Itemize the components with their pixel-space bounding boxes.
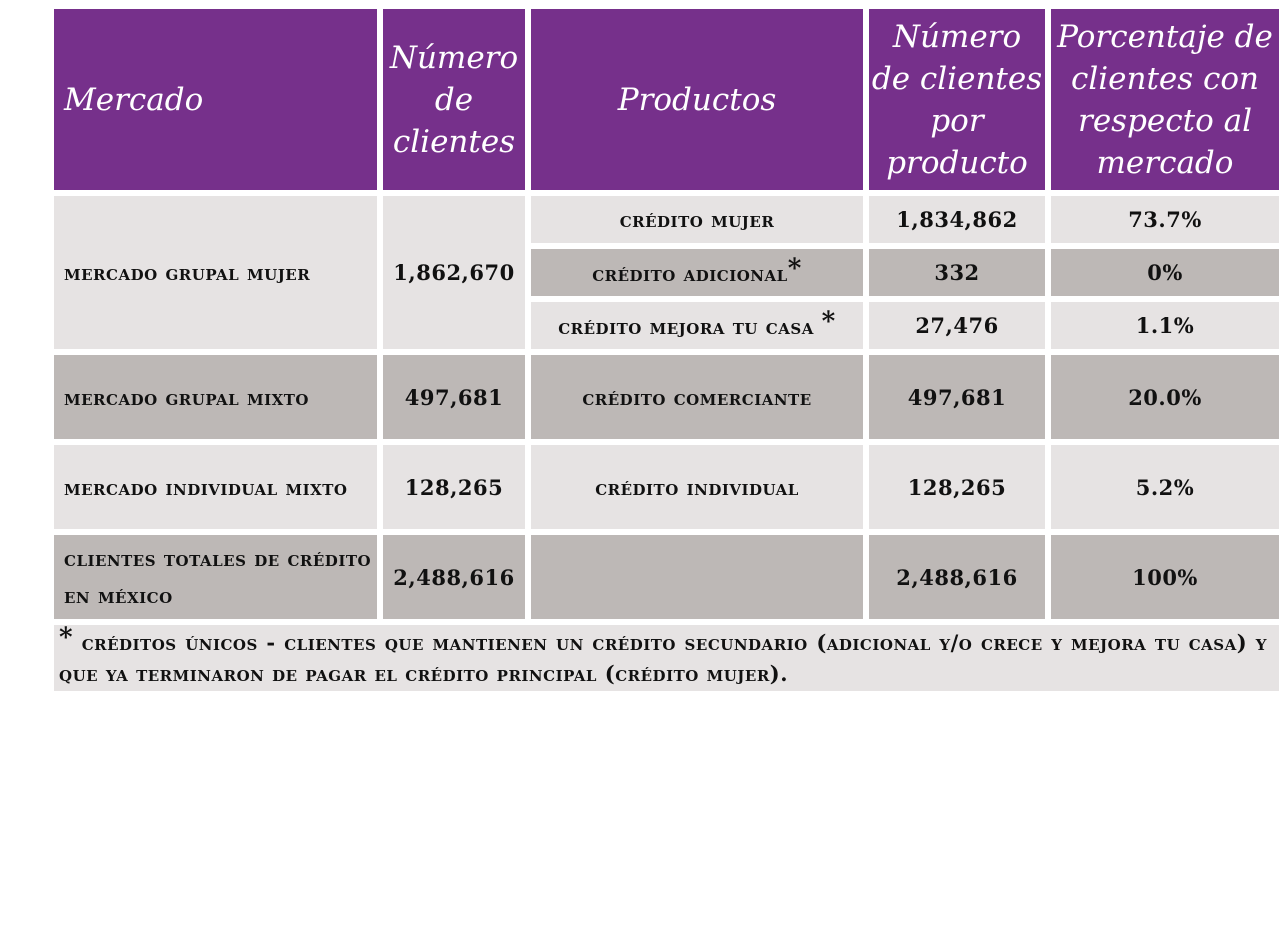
table-row	[51, 532, 1280, 622]
porcentaje-cell: 1.1%	[1048, 299, 1280, 352]
header-mercado: Mercado	[51, 6, 380, 193]
clientes-cell: 1,862,670	[380, 193, 528, 352]
asterisk-marker: *	[787, 253, 802, 284]
header-porcentaje: Porcentaje de clientes con respecto al mercado	[1048, 6, 1280, 193]
porcentaje-cell: 5.2%	[1048, 442, 1280, 532]
producto-cell: crédito comerciante	[528, 352, 866, 442]
mercado-cell: mercado individual mixto	[51, 442, 380, 532]
clientes-producto-cell: 27,476	[866, 299, 1048, 352]
clientes-cell: 2,488,616	[380, 532, 528, 622]
header-row	[51, 6, 1280, 193]
producto-label: crédito adicional	[592, 260, 788, 286]
footnote-row	[51, 622, 1280, 694]
clientes-producto-cell: 497,681	[866, 352, 1048, 442]
mercado-cell: mercado grupal mujer	[51, 193, 380, 352]
mercado-cell: clientes totales de crédito en méxico	[51, 532, 380, 622]
clientes-cell: 497,681	[380, 352, 528, 442]
producto-cell	[528, 246, 866, 299]
footnote-asterisk: *	[59, 623, 74, 653]
footnote-text: créditos únicos - clientes que mantienen un crédito secundario (adicional y/o crece y mejora tu casa) y que ya terminaron de pagar el crédito principal (crédito mujer).	[59, 630, 1275, 686]
producto-label: crédito mujer	[619, 207, 775, 232]
producto-cell	[528, 532, 866, 622]
header-clientes-por-producto: Número de clientes por producto	[866, 6, 1048, 193]
clients-market-table	[48, 3, 1280, 697]
asterisk-marker: *	[821, 306, 836, 337]
clientes-producto-cell: 332	[866, 246, 1048, 299]
header-productos: Productos	[528, 6, 866, 193]
porcentaje-cell: 0%	[1048, 246, 1280, 299]
header-numero-clientes: Número de clientes	[380, 6, 528, 193]
porcentaje-cell: 20.0%	[1048, 352, 1280, 442]
producto-cell: crédito individual	[528, 442, 866, 532]
table-row	[51, 442, 1280, 532]
porcentaje-cell: 73.7%	[1048, 193, 1280, 246]
clientes-cell: 128,265	[380, 442, 528, 532]
producto-label: crédito mejora tu casa	[558, 313, 822, 339]
porcentaje-cell: 100%	[1048, 532, 1280, 622]
footnote-cell	[51, 622, 1280, 694]
table-row	[51, 352, 1280, 442]
producto-cell	[528, 193, 866, 246]
table-row	[51, 193, 1280, 246]
clientes-producto-cell: 1,834,862	[866, 193, 1048, 246]
mercado-cell: mercado grupal mixto	[51, 352, 380, 442]
producto-cell	[528, 299, 866, 352]
clientes-producto-cell: 2,488,616	[866, 532, 1048, 622]
clientes-producto-cell: 128,265	[866, 442, 1048, 532]
